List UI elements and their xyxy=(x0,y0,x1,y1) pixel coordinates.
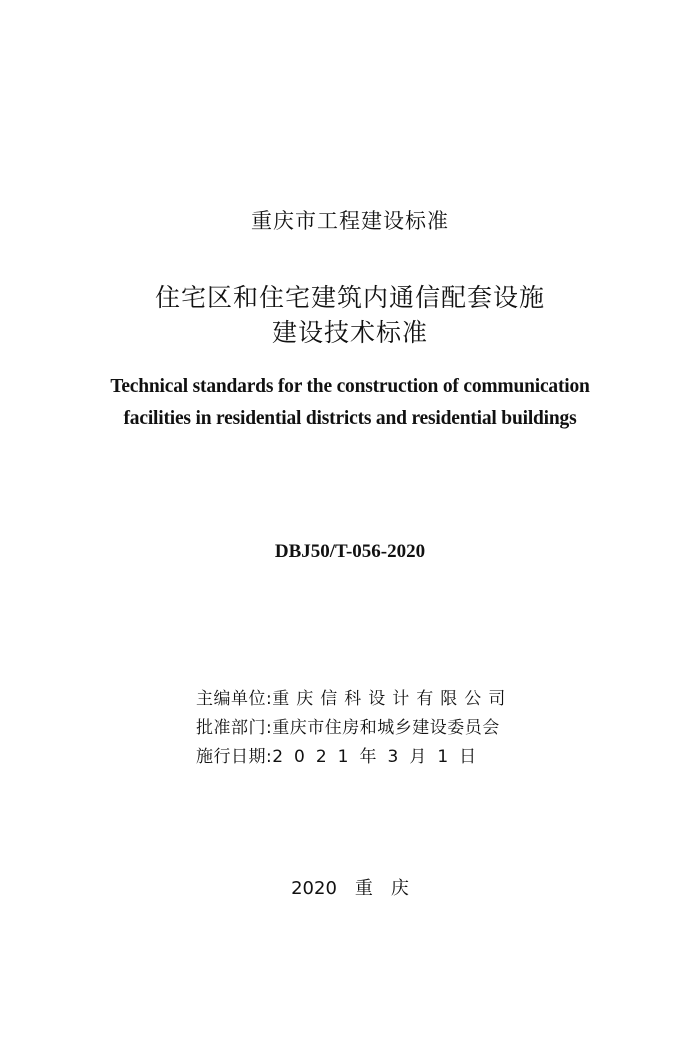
chief-editor-label: 主编单位: xyxy=(196,689,273,709)
approver-value: 重庆市住房和城乡建设委员会 xyxy=(272,718,500,738)
title-en-line-2: facilities in residential districts and residential buildings xyxy=(123,408,577,429)
title-en-line-1: Technical standards for the construction of communication xyxy=(110,376,590,397)
effective-date-row xyxy=(196,742,487,767)
chief-editor-value: 重庆信科设计有限公司 xyxy=(272,689,513,709)
approver-row xyxy=(196,713,500,738)
standard-code: DBJ50/T-056-2020 xyxy=(274,541,426,562)
effective-date-label: 施行日期: xyxy=(196,747,273,767)
imprint-year: 2020 xyxy=(291,878,337,899)
imprint xyxy=(0,874,700,900)
imprint-city: 重庆 xyxy=(354,878,427,899)
effective-date-value: 2021年3月1日 xyxy=(272,747,488,767)
title-zh-line-1: 住宅区和住宅建筑内通信配套设施 xyxy=(154,283,545,312)
title-zh-line-2: 建设技术标准 xyxy=(271,318,428,347)
chief-editor-row xyxy=(196,684,512,709)
standard-series: 重庆市工程建设标准 xyxy=(251,209,449,233)
approver-label: 批准部门: xyxy=(196,718,273,738)
